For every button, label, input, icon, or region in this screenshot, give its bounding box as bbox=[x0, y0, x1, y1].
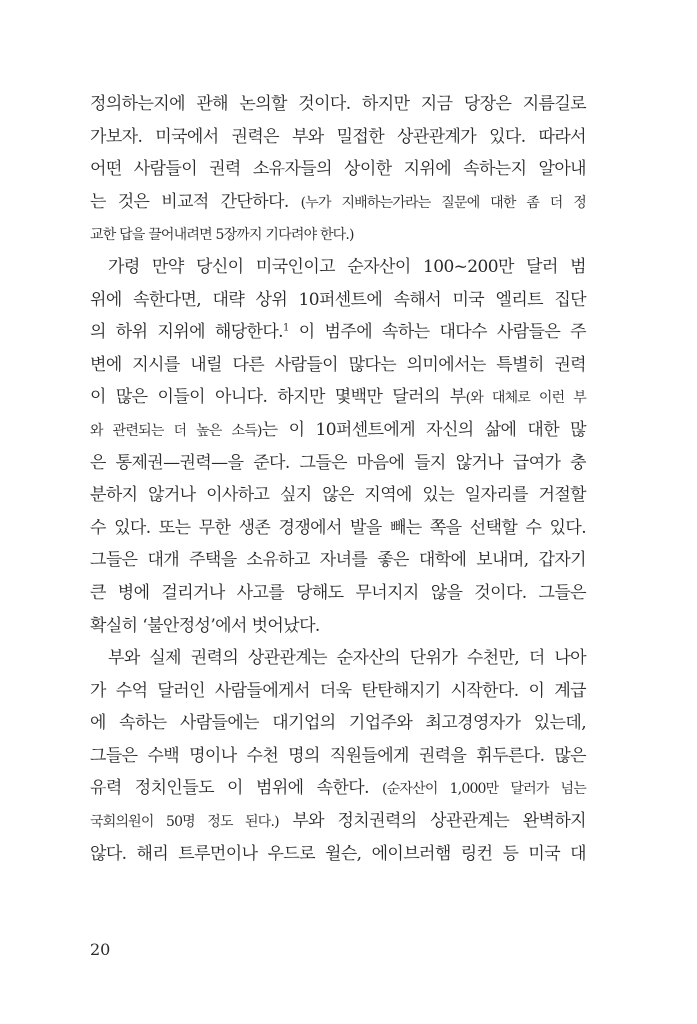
body-text bbox=[90, 88, 586, 870]
text-line bbox=[90, 349, 586, 382]
text-segment: 에 속하는 사람들에는 대기업의 기업주와 최고경영자가 있는데, bbox=[90, 713, 586, 734]
text-segment: 부와 정치권력의 상관관계는 완벽하지 bbox=[278, 811, 586, 832]
text-segment: 수 있다. 또는 무한 생존 경쟁에서 발을 빼는 쪽을 선택할 수 있다. bbox=[90, 517, 586, 538]
footnote-marker: 1 bbox=[282, 322, 289, 334]
text-segment: 가 수억 달러인 사람들에게서 더욱 탄탄해지기 시작한다. 이 계급 bbox=[90, 680, 586, 701]
parenthetical-text: (순자산이 1,000만 달러가 넘는 bbox=[382, 781, 586, 798]
text-segment: 이 많은 이들이 아니다. 하지만 몇백만 달러의 부 bbox=[90, 387, 466, 408]
parenthetical-text: (와 대체로 이런 부 bbox=[465, 390, 586, 407]
text-segment: 의 하위 지위에 해당한다. bbox=[90, 322, 283, 343]
text-line bbox=[90, 707, 586, 740]
text-line bbox=[90, 772, 586, 805]
text-segment: 그들은 수백 명이나 수천 명의 직원들에게 권력을 휘두른다. 많은 bbox=[90, 745, 586, 766]
text-segment: 가보자. 미국에서 권력은 부와 밀접한 상관관계가 있다. 따라서 bbox=[90, 126, 586, 147]
text-line bbox=[90, 838, 586, 871]
text-line bbox=[90, 805, 586, 838]
text-segment: 그들은 대개 주택을 소유하고 자녀를 좋은 대학에 보내며, 갑자기 bbox=[90, 550, 586, 571]
text-line bbox=[90, 479, 586, 512]
text-segment: 위에 속한다면, 대략 상위 10퍼센트에 속해서 미국 엘리트 집단 bbox=[90, 289, 586, 310]
text-segment: 부와 실제 권력의 상관관계는 순자산의 단위가 수천만, 더 나아 bbox=[108, 648, 586, 669]
text-segment: 큰 병에 걸리거나 사고를 당해도 무너지지 않을 것이다. 그들은 bbox=[90, 582, 586, 603]
text-line bbox=[90, 675, 586, 708]
text-segment: 유력 정치인들도 이 범위에 속한다. bbox=[90, 778, 383, 799]
text-line bbox=[90, 186, 586, 219]
text-line bbox=[90, 316, 586, 349]
text-line bbox=[90, 512, 586, 545]
parenthetical-text: 국회의원이 50명 정도 된다.) bbox=[90, 814, 279, 831]
text-line bbox=[90, 577, 586, 610]
text-line bbox=[90, 121, 586, 154]
text-line bbox=[90, 88, 586, 121]
text-segment: 확실히 ‘불안정성’에서 벗어났다. bbox=[90, 615, 320, 636]
text-line bbox=[90, 218, 586, 251]
text-segment: 는 것은 비교적 간단하다. bbox=[90, 191, 301, 212]
parenthetical-text: (누가 지배하는가라는 질문에 대한 좀 더 정 bbox=[300, 194, 586, 211]
text-line bbox=[90, 414, 586, 447]
text-segment: 정의하는지에 관해 논의할 것이다. 하지만 지금 당장은 지름길로 bbox=[90, 94, 586, 114]
text-line bbox=[90, 642, 586, 675]
text-line bbox=[90, 740, 586, 773]
text-segment: 가령 만약 당신이 미국인이고 순자산이 100~200만 달러 범 bbox=[108, 256, 586, 277]
text-line bbox=[90, 447, 586, 480]
text-line bbox=[90, 284, 586, 317]
text-line bbox=[90, 544, 586, 577]
parenthetical-text: 와 관련되는 더 높은 소득) bbox=[90, 422, 262, 439]
text-segment: 이 범주에 속하는 대다수 사람들은 주 bbox=[288, 322, 586, 343]
text-segment: 은 통제권—권력—을 준다. 그들은 마음에 들지 않거나 급여가 충 bbox=[90, 452, 586, 473]
text-segment: 분하지 않거나 이사하고 싶지 않은 지역에 있는 일자리를 거절할 bbox=[90, 485, 586, 506]
text-segment: 않다. 해리 트루먼이나 우드로 윌슨, 에이브러햄 링컨 등 미국 대 bbox=[90, 843, 586, 864]
page-number: 20 bbox=[90, 940, 111, 959]
text-line bbox=[90, 610, 586, 643]
text-line bbox=[90, 153, 586, 186]
text-line bbox=[90, 381, 586, 414]
parenthetical-text: 교한 답을 끌어내려면 5장까지 기다려야 한다.) bbox=[90, 227, 354, 244]
text-segment: 어떤 사람들이 권력 소유자들의 상이한 지위에 속하는지 알아내 bbox=[90, 159, 586, 180]
text-line bbox=[90, 251, 586, 284]
text-segment: 변에 지시를 내릴 다른 사람들이 많다는 의미에서는 특별히 권력 bbox=[90, 354, 586, 375]
text-segment: 는 이 10퍼센트에게 자신의 삶에 대한 많 bbox=[261, 419, 586, 440]
